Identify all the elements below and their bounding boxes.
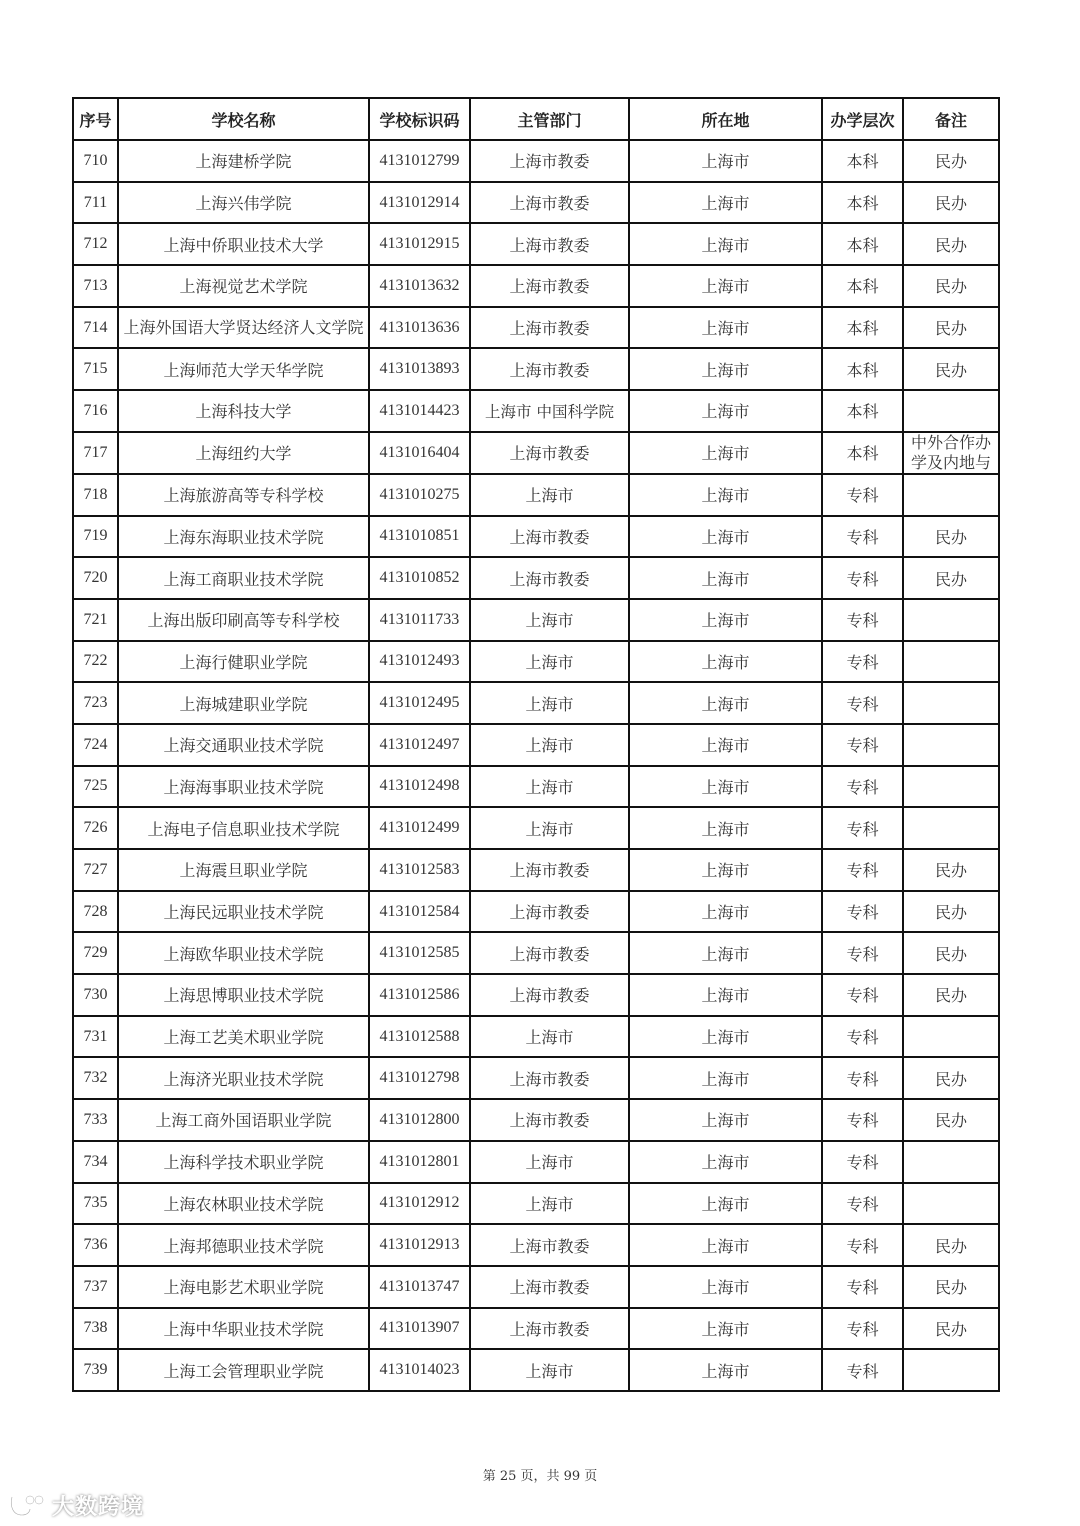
level-cell: 专科 bbox=[822, 641, 903, 683]
school-name-cell: 上海兴伟学院 bbox=[118, 182, 369, 224]
note-text: 中外合作办学及内地与 bbox=[910, 432, 991, 472]
table-row bbox=[73, 1349, 999, 1391]
school-code-cell: 4131012498 bbox=[369, 766, 470, 808]
school-code-cell: 4131010852 bbox=[369, 557, 470, 599]
level-cell: 本科 bbox=[822, 182, 903, 224]
serial-no-cell: 728 bbox=[73, 891, 118, 933]
location-cell: 上海市 bbox=[629, 432, 822, 474]
note-cell bbox=[903, 390, 999, 432]
department-cell: 上海市 bbox=[470, 807, 629, 849]
school-name-cell: 上海工艺美术职业学院 bbox=[118, 1016, 369, 1058]
school-code-cell: 4131013893 bbox=[369, 348, 470, 390]
serial-no-cell: 731 bbox=[73, 1016, 118, 1058]
table-row bbox=[73, 807, 999, 849]
serial-no-cell: 729 bbox=[73, 932, 118, 974]
department-cell: 上海市 bbox=[470, 766, 629, 808]
note-cell: 民办 bbox=[903, 223, 999, 265]
level-cell: 本科 bbox=[822, 223, 903, 265]
location-cell: 上海市 bbox=[629, 1016, 822, 1058]
serial-no-cell: 738 bbox=[73, 1308, 118, 1350]
level-cell: 专科 bbox=[822, 1183, 903, 1225]
location-cell: 上海市 bbox=[629, 599, 822, 641]
level-cell: 专科 bbox=[822, 1141, 903, 1183]
department-cell: 上海市教委 bbox=[470, 516, 629, 558]
header-level: 办学层次 bbox=[822, 98, 903, 140]
location-cell: 上海市 bbox=[629, 557, 822, 599]
schools-table bbox=[72, 97, 1000, 1392]
table-row bbox=[73, 1224, 999, 1266]
level-cell: 专科 bbox=[822, 932, 903, 974]
table-row bbox=[73, 1057, 999, 1099]
table-row bbox=[73, 348, 999, 390]
level-cell: 专科 bbox=[822, 807, 903, 849]
school-code-cell: 4131013907 bbox=[369, 1308, 470, 1350]
note-cell bbox=[903, 682, 999, 724]
school-name-cell: 上海民远职业技术学院 bbox=[118, 891, 369, 933]
location-cell: 上海市 bbox=[629, 1099, 822, 1141]
department-cell: 上海市 bbox=[470, 724, 629, 766]
note-cell: 民办 bbox=[903, 849, 999, 891]
table-row bbox=[73, 1099, 999, 1141]
serial-no-cell: 722 bbox=[73, 641, 118, 683]
watermark-text: 大数跨境 bbox=[52, 1495, 145, 1520]
serial-no-cell: 717 bbox=[73, 432, 118, 474]
level-cell: 专科 bbox=[822, 599, 903, 641]
level-cell: 本科 bbox=[822, 307, 903, 349]
school-code-cell: 4131012586 bbox=[369, 974, 470, 1016]
school-name-cell: 上海海事职业技术学院 bbox=[118, 766, 369, 808]
school-code-cell: 4131012588 bbox=[369, 1016, 470, 1058]
table-row bbox=[73, 307, 999, 349]
location-cell: 上海市 bbox=[629, 1224, 822, 1266]
location-cell: 上海市 bbox=[629, 891, 822, 933]
department-cell: 上海市 中国科学院 bbox=[470, 390, 629, 432]
school-name-cell: 上海工商外国语职业学院 bbox=[118, 1099, 369, 1141]
serial-no-cell: 732 bbox=[73, 1057, 118, 1099]
note-cell: 民办 bbox=[903, 516, 999, 558]
school-code-cell: 4131012914 bbox=[369, 182, 470, 224]
table-header-row bbox=[73, 98, 999, 140]
school-name-cell: 上海出版印刷高等专科学校 bbox=[118, 599, 369, 641]
note-cell: 民办 bbox=[903, 891, 999, 933]
level-cell: 本科 bbox=[822, 140, 903, 182]
note-cell: 民办 bbox=[903, 265, 999, 307]
department-cell: 上海市教委 bbox=[470, 307, 629, 349]
table-row bbox=[73, 474, 999, 516]
level-cell: 专科 bbox=[822, 891, 903, 933]
level-cell: 专科 bbox=[822, 1349, 903, 1391]
serial-no-cell: 730 bbox=[73, 974, 118, 1016]
table-row bbox=[73, 641, 999, 683]
location-cell: 上海市 bbox=[629, 1057, 822, 1099]
level-cell: 专科 bbox=[822, 1266, 903, 1308]
school-name-cell: 上海科学技术职业学院 bbox=[118, 1141, 369, 1183]
level-cell: 专科 bbox=[822, 766, 903, 808]
serial-no-cell: 733 bbox=[73, 1099, 118, 1141]
serial-no-cell: 737 bbox=[73, 1266, 118, 1308]
department-cell: 上海市教委 bbox=[470, 974, 629, 1016]
school-name-cell: 上海东海职业技术学院 bbox=[118, 516, 369, 558]
department-cell: 上海市教委 bbox=[470, 1266, 629, 1308]
department-cell: 上海市教委 bbox=[470, 891, 629, 933]
table-row bbox=[73, 1183, 999, 1225]
school-name-cell: 上海旅游高等专科学校 bbox=[118, 474, 369, 516]
school-name-cell: 上海思博职业技术学院 bbox=[118, 974, 369, 1016]
note-cell: 民办 bbox=[903, 932, 999, 974]
note-cell: 民办 bbox=[903, 974, 999, 1016]
location-cell: 上海市 bbox=[629, 1266, 822, 1308]
serial-no-cell: 715 bbox=[73, 348, 118, 390]
serial-no-cell: 727 bbox=[73, 849, 118, 891]
level-cell: 专科 bbox=[822, 724, 903, 766]
note-cell bbox=[903, 724, 999, 766]
location-cell: 上海市 bbox=[629, 766, 822, 808]
serial-no-cell: 724 bbox=[73, 724, 118, 766]
location-cell: 上海市 bbox=[629, 265, 822, 307]
serial-no-cell: 726 bbox=[73, 807, 118, 849]
serial-no-cell: 735 bbox=[73, 1183, 118, 1225]
school-code-cell: 4131012800 bbox=[369, 1099, 470, 1141]
level-cell: 本科 bbox=[822, 390, 903, 432]
note-cell: 民办 bbox=[903, 557, 999, 599]
table-row bbox=[73, 516, 999, 558]
school-name-cell: 上海科技大学 bbox=[118, 390, 369, 432]
header-note: 备注 bbox=[903, 98, 999, 140]
table-row bbox=[73, 1141, 999, 1183]
school-name-cell: 上海济光职业技术学院 bbox=[118, 1057, 369, 1099]
serial-no-cell: 739 bbox=[73, 1349, 118, 1391]
note-cell: 民办 bbox=[903, 1057, 999, 1099]
note-cell: 民办 bbox=[903, 140, 999, 182]
serial-no-cell: 716 bbox=[73, 390, 118, 432]
note-cell: 民办 bbox=[903, 1308, 999, 1350]
school-code-cell: 4131012495 bbox=[369, 682, 470, 724]
school-name-cell: 上海欧华职业技术学院 bbox=[118, 932, 369, 974]
table-body bbox=[73, 140, 999, 1391]
department-cell: 上海市 bbox=[470, 1183, 629, 1225]
department-cell: 上海市教委 bbox=[470, 1224, 629, 1266]
serial-no-cell: 718 bbox=[73, 474, 118, 516]
location-cell: 上海市 bbox=[629, 182, 822, 224]
table-row bbox=[73, 974, 999, 1016]
serial-no-cell: 725 bbox=[73, 766, 118, 808]
school-name-cell: 上海邦德职业技术学院 bbox=[118, 1224, 369, 1266]
table-row bbox=[73, 140, 999, 182]
school-code-cell: 4131010851 bbox=[369, 516, 470, 558]
watermark bbox=[8, 1490, 144, 1521]
school-code-cell: 4131012799 bbox=[369, 140, 470, 182]
serial-no-cell: 721 bbox=[73, 599, 118, 641]
school-code-cell: 4131012798 bbox=[369, 1057, 470, 1099]
note-cell bbox=[903, 641, 999, 683]
serial-no-cell: 723 bbox=[73, 682, 118, 724]
school-code-cell: 4131011733 bbox=[369, 599, 470, 641]
school-code-cell: 4131012497 bbox=[369, 724, 470, 766]
school-name-cell: 上海行健职业学院 bbox=[118, 641, 369, 683]
school-name-cell: 上海城建职业学院 bbox=[118, 682, 369, 724]
table-row bbox=[73, 182, 999, 224]
level-cell: 专科 bbox=[822, 1308, 903, 1350]
department-cell: 上海市 bbox=[470, 599, 629, 641]
table-row bbox=[73, 432, 999, 474]
page-number: 第 25 页，共 99 页 bbox=[482, 1469, 598, 1484]
department-cell: 上海市教委 bbox=[470, 348, 629, 390]
school-code-cell: 4131012493 bbox=[369, 641, 470, 683]
location-cell: 上海市 bbox=[629, 1308, 822, 1350]
table-row bbox=[73, 891, 999, 933]
note-cell bbox=[903, 1141, 999, 1183]
serial-no-cell: 714 bbox=[73, 307, 118, 349]
department-cell: 上海市教委 bbox=[470, 432, 629, 474]
department-cell: 上海市教委 bbox=[470, 557, 629, 599]
table-row bbox=[73, 682, 999, 724]
school-code-cell: 4131012583 bbox=[369, 849, 470, 891]
location-cell: 上海市 bbox=[629, 307, 822, 349]
department-cell: 上海市 bbox=[470, 1349, 629, 1391]
department-cell: 上海市教委 bbox=[470, 182, 629, 224]
location-cell: 上海市 bbox=[629, 932, 822, 974]
department-cell: 上海市教委 bbox=[470, 849, 629, 891]
table-row bbox=[73, 1266, 999, 1308]
header-location: 所在地 bbox=[629, 98, 822, 140]
school-code-cell: 4131012499 bbox=[369, 807, 470, 849]
note-cell: 民办 bbox=[903, 307, 999, 349]
school-name-cell: 上海农林职业技术学院 bbox=[118, 1183, 369, 1225]
location-cell: 上海市 bbox=[629, 807, 822, 849]
serial-no-cell: 713 bbox=[73, 265, 118, 307]
location-cell: 上海市 bbox=[629, 516, 822, 558]
school-code-cell: 4131013636 bbox=[369, 307, 470, 349]
serial-no-cell: 736 bbox=[73, 1224, 118, 1266]
table-row bbox=[73, 1308, 999, 1350]
department-cell: 上海市教委 bbox=[470, 932, 629, 974]
department-cell: 上海市教委 bbox=[470, 223, 629, 265]
location-cell: 上海市 bbox=[629, 390, 822, 432]
note-cell: 民办 bbox=[903, 348, 999, 390]
department-cell: 上海市教委 bbox=[470, 1057, 629, 1099]
level-cell: 专科 bbox=[822, 974, 903, 1016]
table-row bbox=[73, 599, 999, 641]
school-name-cell: 上海交通职业技术学院 bbox=[118, 724, 369, 766]
note-cell: 民办 bbox=[903, 1266, 999, 1308]
note-cell bbox=[903, 1016, 999, 1058]
school-code-cell: 4131014423 bbox=[369, 390, 470, 432]
location-cell: 上海市 bbox=[629, 1349, 822, 1391]
header-school-name: 学校名称 bbox=[118, 98, 369, 140]
note-cell bbox=[903, 432, 999, 474]
department-cell: 上海市教委 bbox=[470, 265, 629, 307]
serial-no-cell: 710 bbox=[73, 140, 118, 182]
school-name-cell: 上海中侨职业技术大学 bbox=[118, 223, 369, 265]
location-cell: 上海市 bbox=[629, 348, 822, 390]
school-name-cell: 上海工会管理职业学院 bbox=[118, 1349, 369, 1391]
serial-no-cell: 720 bbox=[73, 557, 118, 599]
table-row bbox=[73, 265, 999, 307]
location-cell: 上海市 bbox=[629, 140, 822, 182]
level-cell: 专科 bbox=[822, 1057, 903, 1099]
serial-no-cell: 711 bbox=[73, 182, 118, 224]
note-cell bbox=[903, 1349, 999, 1391]
note-cell bbox=[903, 766, 999, 808]
table-row bbox=[73, 1016, 999, 1058]
table-row bbox=[73, 223, 999, 265]
table-row bbox=[73, 932, 999, 974]
note-cell bbox=[903, 1183, 999, 1225]
serial-no-cell: 734 bbox=[73, 1141, 118, 1183]
department-cell: 上海市教委 bbox=[470, 140, 629, 182]
watermark-logo-icon bbox=[8, 1493, 46, 1519]
location-cell: 上海市 bbox=[629, 974, 822, 1016]
school-code-cell: 4131012915 bbox=[369, 223, 470, 265]
note-cell bbox=[903, 599, 999, 641]
school-code-cell: 4131012585 bbox=[369, 932, 470, 974]
school-name-cell: 上海视觉艺术学院 bbox=[118, 265, 369, 307]
level-cell: 本科 bbox=[822, 265, 903, 307]
note-cell: 民办 bbox=[903, 1224, 999, 1266]
school-code-cell: 4131014023 bbox=[369, 1349, 470, 1391]
level-cell: 专科 bbox=[822, 516, 903, 558]
school-code-cell: 4131016404 bbox=[369, 432, 470, 474]
school-name-cell: 上海纽约大学 bbox=[118, 432, 369, 474]
school-code-cell: 4131012584 bbox=[369, 891, 470, 933]
level-cell: 本科 bbox=[822, 348, 903, 390]
school-name-cell: 上海工商职业技术学院 bbox=[118, 557, 369, 599]
header-serial-no: 序号 bbox=[73, 98, 118, 140]
header-department: 主管部门 bbox=[470, 98, 629, 140]
school-code-cell: 4131010275 bbox=[369, 474, 470, 516]
school-name-cell: 上海震旦职业学院 bbox=[118, 849, 369, 891]
serial-no-cell: 719 bbox=[73, 516, 118, 558]
level-cell: 专科 bbox=[822, 682, 903, 724]
level-cell: 专科 bbox=[822, 849, 903, 891]
school-code-cell: 4131013632 bbox=[369, 265, 470, 307]
level-cell: 专科 bbox=[822, 474, 903, 516]
department-cell: 上海市 bbox=[470, 641, 629, 683]
school-code-cell: 4131012913 bbox=[369, 1224, 470, 1266]
level-cell: 专科 bbox=[822, 1224, 903, 1266]
school-name-cell: 上海电影艺术职业学院 bbox=[118, 1266, 369, 1308]
level-cell: 本科 bbox=[822, 432, 903, 474]
location-cell: 上海市 bbox=[629, 474, 822, 516]
level-cell: 专科 bbox=[822, 557, 903, 599]
school-name-cell: 上海建桥学院 bbox=[118, 140, 369, 182]
note-cell: 民办 bbox=[903, 182, 999, 224]
school-name-cell: 上海中华职业技术学院 bbox=[118, 1308, 369, 1350]
location-cell: 上海市 bbox=[629, 641, 822, 683]
location-cell: 上海市 bbox=[629, 849, 822, 891]
note-cell: 民办 bbox=[903, 1099, 999, 1141]
department-cell: 上海市教委 bbox=[470, 1099, 629, 1141]
level-cell: 专科 bbox=[822, 1016, 903, 1058]
school-name-cell: 上海师范大学天华学院 bbox=[118, 348, 369, 390]
location-cell: 上海市 bbox=[629, 724, 822, 766]
serial-no-cell: 712 bbox=[73, 223, 118, 265]
note-cell bbox=[903, 474, 999, 516]
department-cell: 上海市 bbox=[470, 1141, 629, 1183]
location-cell: 上海市 bbox=[629, 682, 822, 724]
department-cell: 上海市教委 bbox=[470, 1308, 629, 1350]
table-row bbox=[73, 557, 999, 599]
note-cell bbox=[903, 807, 999, 849]
header-school-code: 学校标识码 bbox=[369, 98, 470, 140]
location-cell: 上海市 bbox=[629, 223, 822, 265]
location-cell: 上海市 bbox=[629, 1183, 822, 1225]
table-row bbox=[73, 390, 999, 432]
department-cell: 上海市 bbox=[470, 682, 629, 724]
table-row bbox=[73, 849, 999, 891]
school-name-cell: 上海电子信息职业技术学院 bbox=[118, 807, 369, 849]
school-name-cell: 上海外国语大学贤达经济人文学院 bbox=[118, 307, 369, 349]
school-code-cell: 4131012801 bbox=[369, 1141, 470, 1183]
table-row bbox=[73, 724, 999, 766]
department-cell: 上海市 bbox=[470, 1016, 629, 1058]
table-row bbox=[73, 766, 999, 808]
department-cell: 上海市 bbox=[470, 474, 629, 516]
school-code-cell: 4131013747 bbox=[369, 1266, 470, 1308]
location-cell: 上海市 bbox=[629, 1141, 822, 1183]
school-code-cell: 4131012912 bbox=[369, 1183, 470, 1225]
level-cell: 专科 bbox=[822, 1099, 903, 1141]
